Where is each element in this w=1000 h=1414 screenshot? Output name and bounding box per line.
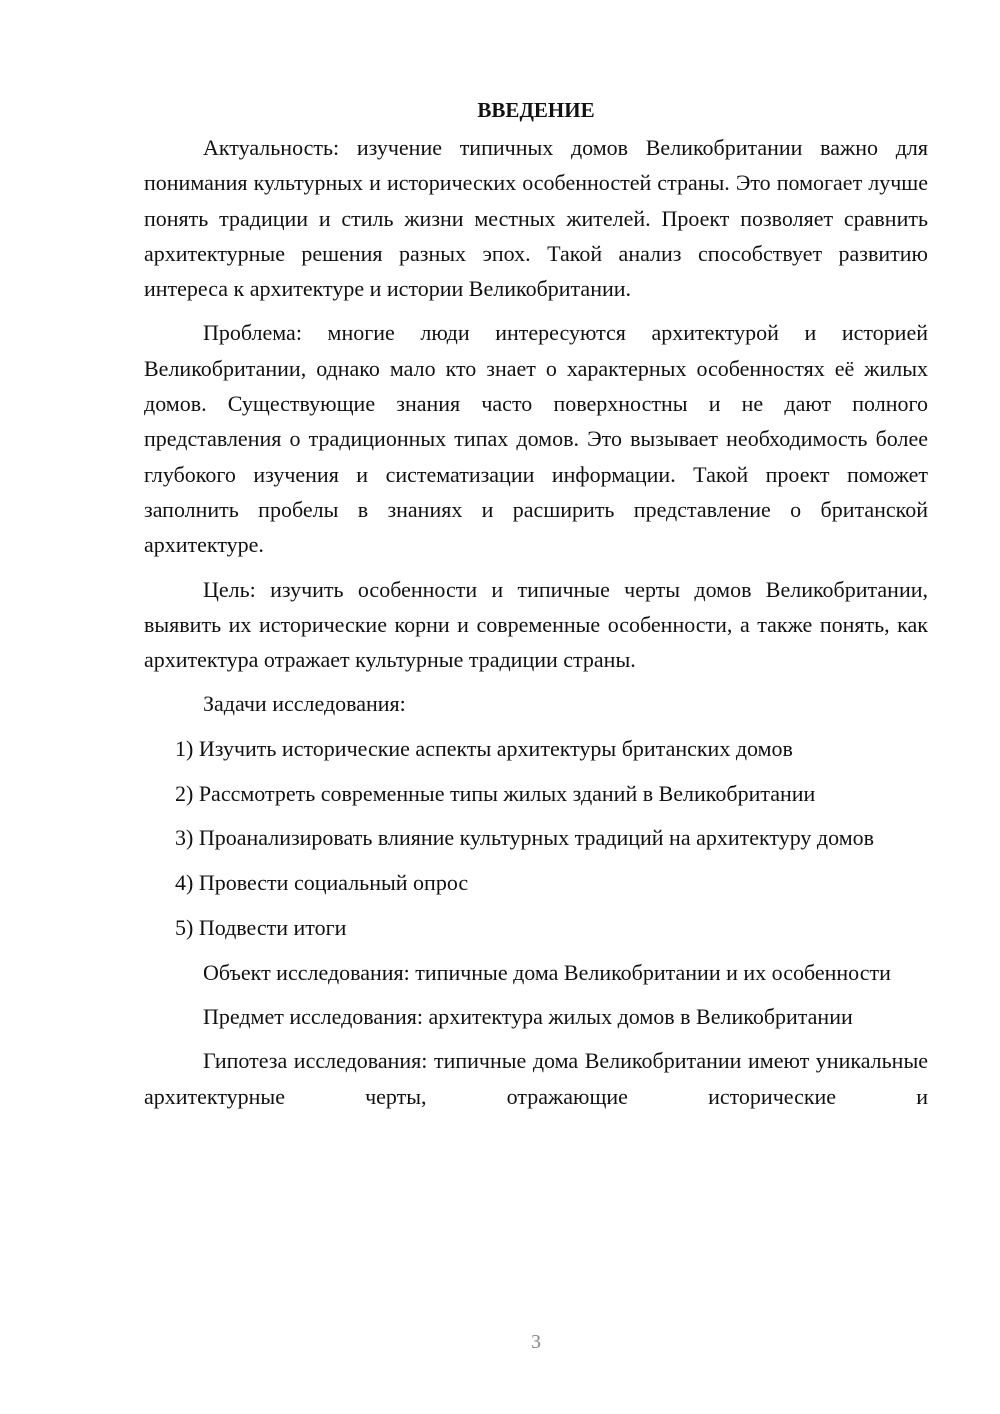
task-item: 5) Подвести итоги bbox=[175, 914, 347, 940]
task-item: 4) Провести социальный опрос bbox=[175, 870, 469, 896]
hypothesis-paragraph: Гипотеза исследования: типичные дома Великобритании имеют уникальные архитектурные черты, отражающие исторические и bbox=[144, 1048, 928, 1109]
task-item: 1) Изучить исторические аспекты архитектуры британских домов bbox=[175, 735, 793, 761]
subject-paragraph: Предмет исследования: архитектура жилых домов в Великобритании bbox=[203, 1004, 853, 1030]
relevance-paragraph: Актуальность: изучение типичных домов Великобритании важно для понимания культурных и исторических особенностей страны. Это помогает лучше понять традиции и стиль жизни местных жителей. Проект позволяет сравнить архитектурные решения разных эпох. Такой анализ способствует развитию интереса к архитектуре и истории Великобритании. bbox=[144, 135, 928, 302]
section-heading: ВВЕДЕНИЕ bbox=[477, 98, 595, 122]
tasks-heading: Задачи исследования: bbox=[203, 691, 406, 717]
page-number: 3 bbox=[531, 1331, 541, 1353]
task-item: 2) Рассмотреть современные типы жилых зданий в Великобритании bbox=[175, 780, 816, 806]
problem-paragraph: Проблема: многие люди интересуются архитектурой и историей Великобритании, однако мало кто знает о характерных особенностях её жилых домов. Существующие знания часто поверхностны и не дают полного представления о традиционных типах домов. Это вызывает необходимость более глубокого изучения и систематизации информации. Такой проект поможет заполнить пробелы в знаниях и расширить представление о британской архитектуре. bbox=[144, 320, 928, 558]
task-item: 3) Проанализировать влияние культурных традиций на архитектуру домов bbox=[175, 825, 875, 851]
object-paragraph: Объект исследования: типичные дома Великобритании и их особенности bbox=[203, 959, 891, 985]
document-body bbox=[144, 92, 928, 1123]
goal-paragraph: Цель: изучить особенности и типичные черты домов Великобритании, выявить их исторические корни и современные особенности, а также понять, как архитектура отражает культурные традиции страны. bbox=[144, 576, 928, 673]
